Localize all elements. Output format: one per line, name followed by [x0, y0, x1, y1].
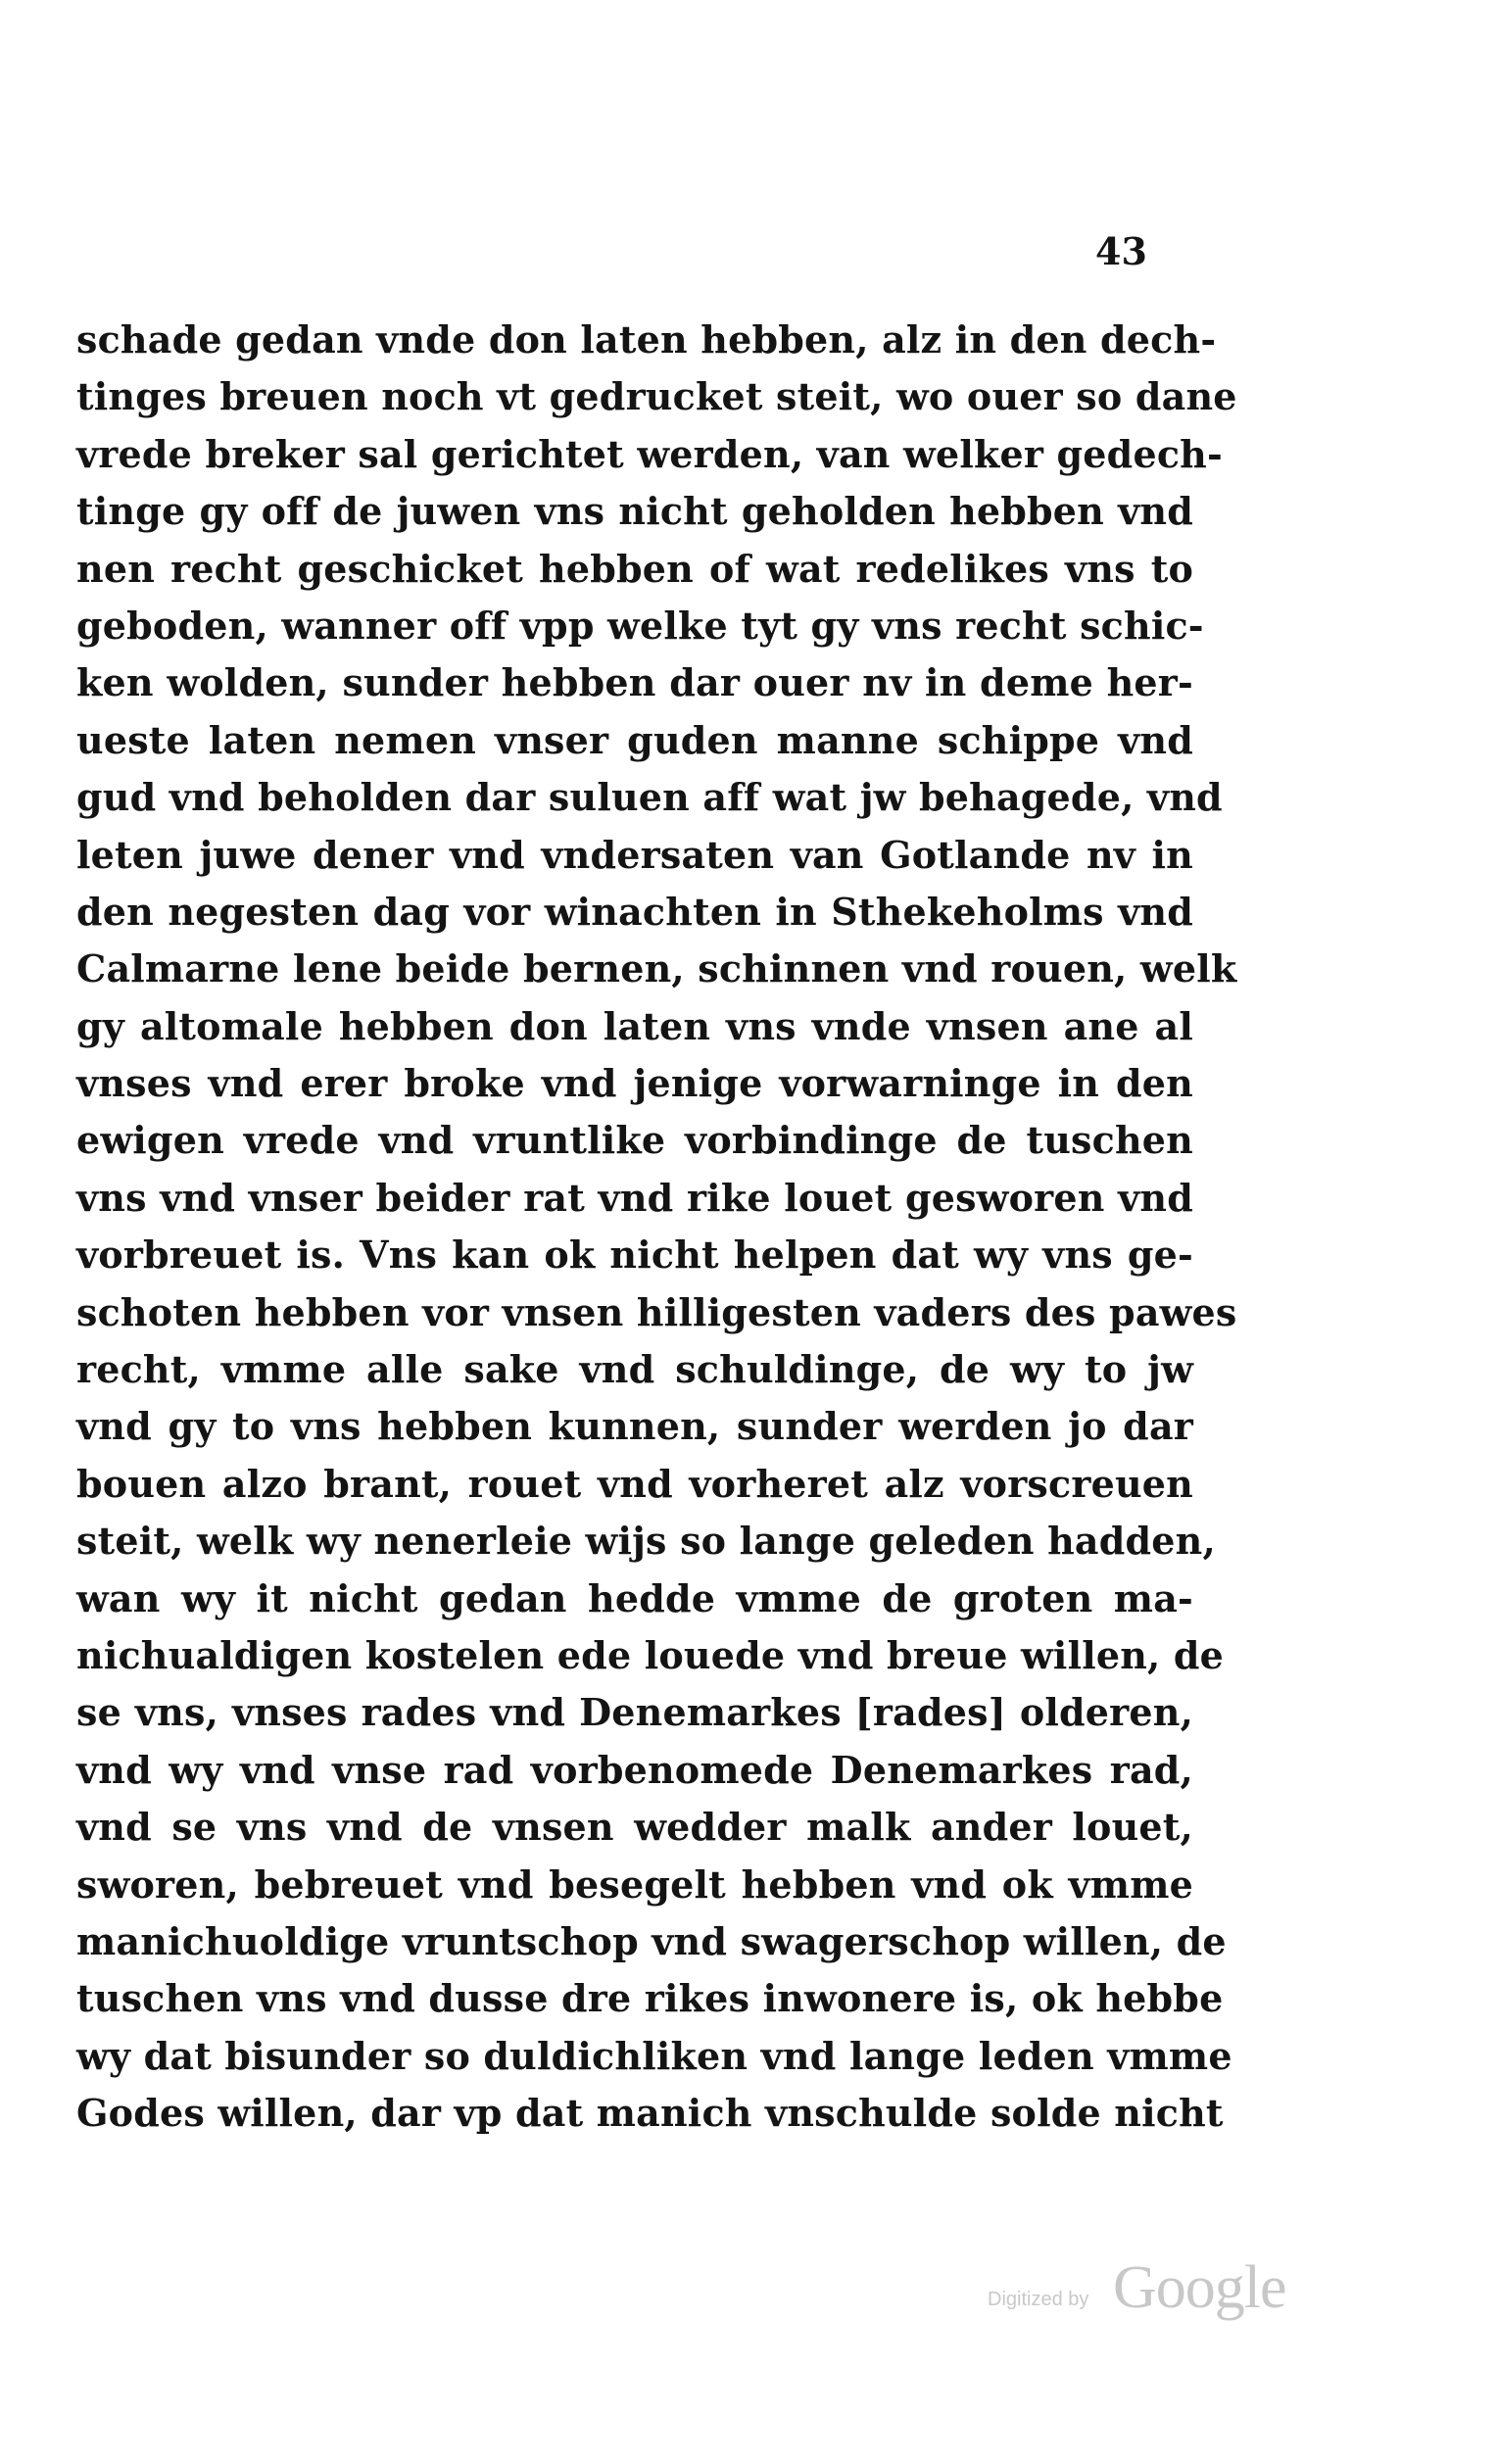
text-line: Godes willen, dar vp dat manich vnschulde solde nicht: [76, 2091, 1224, 2136]
text-line: ewigen vrede vnd vruntlike vorbindinge de tuschen: [76, 1118, 1193, 1163]
text-line: manichuoldige vruntschop vnd swagerschop willen, de: [76, 1918, 1227, 1963]
digitized-by-label: Digitized by: [988, 2289, 1089, 2310]
text-line: vorbreuet is. Vns kan ok nicht helpen dat wy vns ge-: [76, 1232, 1193, 1278]
page-number: 43: [1095, 229, 1147, 273]
text-line: vnd gy to vns hebben kunnen, sunder werden jo dar: [76, 1404, 1193, 1449]
text-line: wy dat bisunder so duldichliken vnd lange leden vmme: [76, 2033, 1232, 2078]
text-line: wan wy it nicht gedan hedde vmme de groten ma-: [76, 1575, 1193, 1620]
text-line: sworen, bebreuet vnd besegelt hebben vnd ok vmme: [76, 1861, 1193, 1907]
text-line: gy altomale hebben don laten vns vnde vnsen ane al: [76, 1003, 1193, 1048]
text-line: tinges breuen noch vt gedrucket steit, wo ouer so dane: [76, 374, 1237, 419]
text-line: vns vnd vnser beider rat vnd rike louet gesworen vnd: [76, 1175, 1193, 1220]
google-logo: Google: [1113, 2254, 1286, 2321]
text-line: vnses vnd erer broke vnd jenige vorwarninge in den: [76, 1061, 1193, 1106]
text-line: se vns, vnses rades vnd Denemarkes [rades] olderen,: [76, 1690, 1193, 1735]
text-line: leten juwe dener vnd vndersaten van Gotlande nv in: [76, 832, 1193, 877]
text-line: nichualdigen kostelen ede louede vnd breue willen, de: [76, 1632, 1225, 1677]
text-line: vnd se vns vnd de vnsen wedder malk ander louet,: [76, 1805, 1193, 1850]
text-line: Calmarne lene beide bernen, schinnen vnd rouen, welk: [76, 946, 1237, 991]
text-line: tinge gy off de juwen vns nicht geholden hebben vnd: [76, 489, 1193, 534]
text-line: bouen alzo brant, rouet vnd vorheret alz vorscreuen: [76, 1461, 1193, 1506]
text-line: schoten hebben vor vnsen hilligesten vaders des pawes: [76, 1289, 1237, 1334]
text-line: schade gedan vnde don laten hebben, alz in den dech-: [76, 317, 1217, 362]
text-line: gud vnd beholden dar suluen aff wat jw behagede, vnd: [76, 775, 1223, 820]
text-line: ken wolden, sunder hebben dar ouer nv in deme her-: [76, 660, 1193, 705]
text-line: nen recht geschicket hebben of wat redelikes vns to: [76, 546, 1193, 591]
google-digitized-watermark: [988, 2253, 1311, 2322]
text-line: recht, vmme alle sake vnd schuldinge, de wy to jw: [76, 1347, 1193, 1392]
text-line: vrede breker sal gerichtet werden, van welker gedech-: [76, 431, 1223, 476]
text-line: geboden, wanner off vpp welke tyt gy vns recht schic-: [76, 603, 1204, 648]
body-text: [76, 312, 1237, 2143]
text-line: den negesten dag vor winachten in Sthekeholms vnd: [76, 889, 1193, 934]
text-line: ueste laten nemen vnser guden manne schippe vnd: [76, 717, 1193, 762]
text-line: tuschen vns vnd dusse dre rikes inwonere is, ok hebbe: [76, 1976, 1224, 2021]
text-line: vnd wy vnd vnse rad vorbenomede Denemarkes rad,: [76, 1747, 1193, 1792]
text-line: steit, welk wy nenerleie wijs so lange geleden hadden,: [76, 1519, 1216, 1564]
